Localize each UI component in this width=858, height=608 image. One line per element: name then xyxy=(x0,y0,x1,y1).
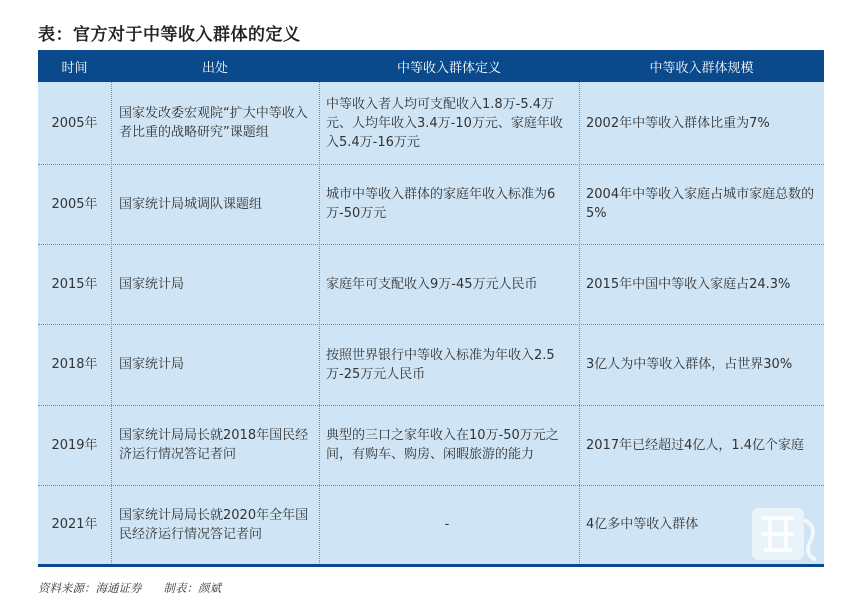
header-source: 出处 xyxy=(201,60,228,76)
cell-scale: 3亿人为中等收入群体，占世界30% xyxy=(586,357,793,372)
row-divider xyxy=(38,405,824,406)
watermark-logo xyxy=(700,500,840,570)
table-header xyxy=(38,50,824,82)
row-divider xyxy=(38,485,824,486)
cell-source: 国家统计局局长就2018年国民经济运行情况答记者问 xyxy=(119,428,309,462)
cell-definition: 典型的三口之家年收入在10万-50万元之间，有购车、购房、闲暇旅游的能力 xyxy=(326,428,559,462)
cell-year: 2005年 xyxy=(51,115,98,131)
cell-definition: 城市中等收入群体的家庭年收入标准为6万-50万元 xyxy=(326,187,556,221)
cell-source: 国家发改委宏观院“扩大中等收入者比重的战略研究”课题组 xyxy=(119,106,308,140)
cell-scale: 4亿多中等收入群体 xyxy=(586,517,699,532)
table-row xyxy=(38,405,824,485)
cell-year: 2005年 xyxy=(51,196,98,212)
cell-year: 2015年 xyxy=(51,276,98,292)
table-title: 表：官方对于中等收入群体的定义 xyxy=(38,25,301,45)
table-row xyxy=(38,324,824,405)
footnote xyxy=(38,580,243,596)
table-row xyxy=(38,164,824,244)
cell-source: 国家统计局局长就2020年全年国民经济运行情况答记者问 xyxy=(119,507,309,542)
cell-year: 2019年 xyxy=(51,437,98,453)
header-scale: 中等收入群体规模 xyxy=(649,60,754,76)
row-divider xyxy=(38,324,824,325)
row-divider xyxy=(38,164,824,165)
row-divider xyxy=(38,244,824,245)
cell-definition: 家庭年可支配收入9万-45万元人民币 xyxy=(326,276,538,292)
cell-definition: 按照世界银行中等收入标准为年收入2.5万-25万元人民币 xyxy=(326,347,555,382)
cell-scale: 2017年已经超过4亿人，1.4亿个家庭 xyxy=(586,437,805,453)
table-row xyxy=(38,244,824,324)
cell-year: 2018年 xyxy=(51,357,98,372)
definition-table xyxy=(38,50,824,567)
cell-source: 国家统计局 xyxy=(119,276,185,292)
header-definition: 中等收入群体定义 xyxy=(396,60,501,76)
table-row xyxy=(38,82,824,164)
table-maker: 制表：颜斌 xyxy=(163,581,221,595)
cell-definition: - xyxy=(444,517,450,532)
cell-year: 2021年 xyxy=(51,517,98,532)
cell-scale: 2015年中国中等收入家庭占24.3% xyxy=(586,276,791,292)
cell-definition: 中等收入者人均可支配收入1.8万-5.4万元、人均年收入3.4万-10万元、家庭年收入5.4万-16万元 xyxy=(326,96,563,150)
cell-source: 国家统计局城调队课题组 xyxy=(119,196,263,212)
cell-source: 国家统计局 xyxy=(119,357,185,372)
cell-scale: 2004年中等收入家庭占城市家庭总数的5% xyxy=(586,187,815,221)
data-source: 资料来源：海通证券 xyxy=(38,581,142,595)
header-time: 时间 xyxy=(61,60,88,76)
cell-scale: 2002年中等收入群体比重为7% xyxy=(586,115,770,131)
